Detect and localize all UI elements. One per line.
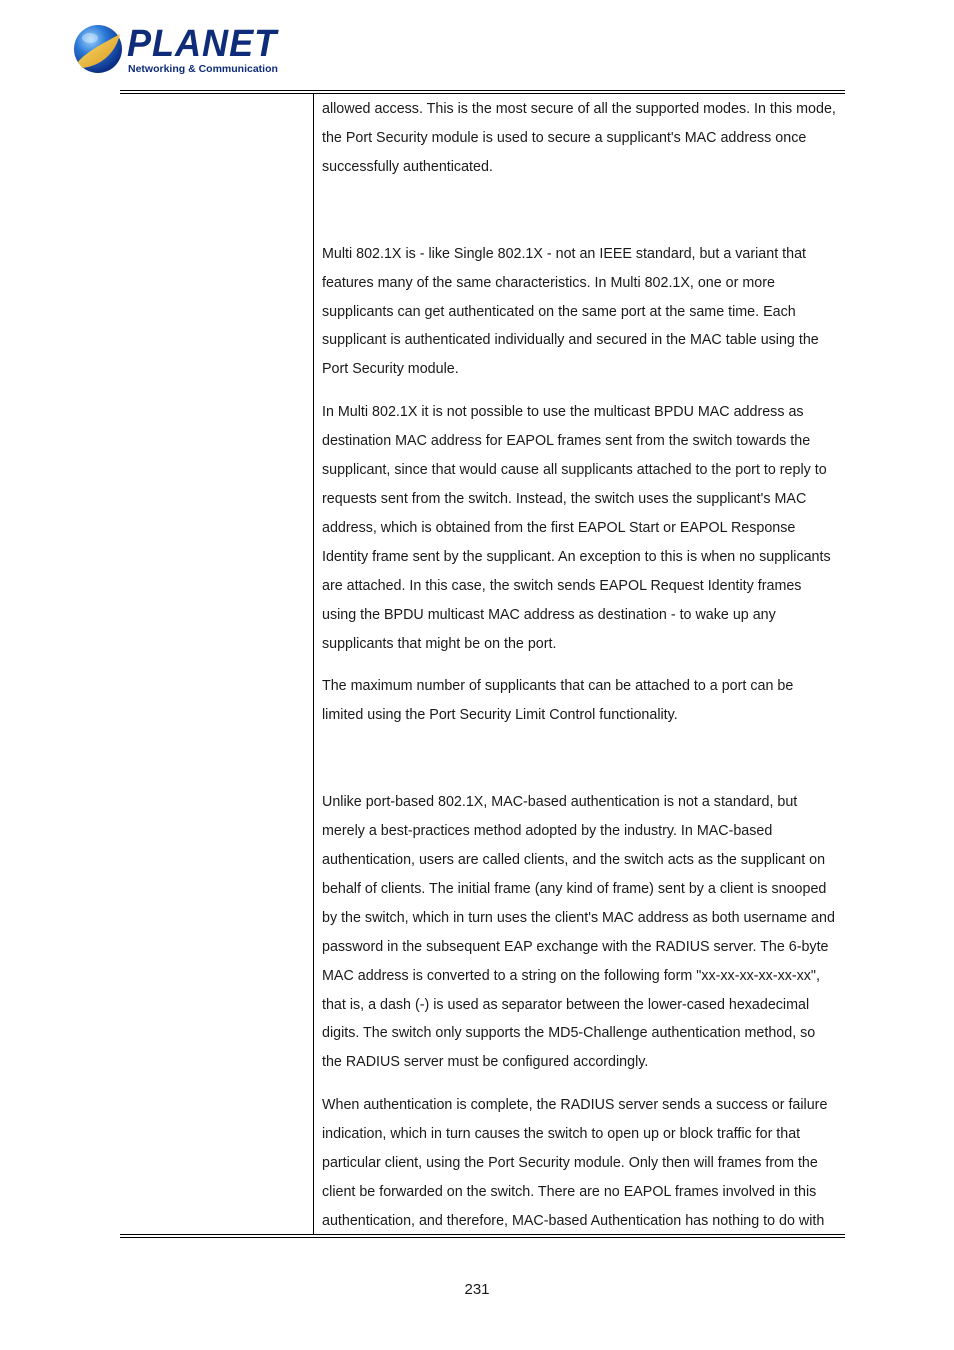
table-bottom-rule-outer [120,1237,845,1238]
table-bottom-rule [120,1234,845,1235]
page-number: 231 [464,1281,490,1298]
table-column-divider [313,94,314,1235]
table-top-rule [120,90,845,91]
paragraph-multi-802-1x: Multi 802.1X is - like Single 802.1X - not an IEEE standard, but a variant that features many of the same characteristics. In Multi 802.1X, one or more supplicants can get authenticated on the same port at the same time. Each supplicant is authenticated individually and secured in the MAC table using the Port Security module. [322,245,819,378]
logo-wordmark: PLANET [127,23,278,65]
paragraph-mac-based-auth: Unlike port-based 802.1X, MAC-based authentication is not a standard, but merely a best-practices method adopted by the industry. In MAC-based authentication, users are called clients, and the switch acts as the supplicant on behalf of clients. The initial frame (any kind of frame) sent by a client is snooped by the switch, which in turn uses the client's MAC address as both username and password in the subsequent EAP exchange with the RADIUS server. The 6-byte MAC address is converted to a string on the following form "xx-xx-xx-xx-xx-xx", that is, a dash (-) is used as separator between the lower-cased hexadecimal digits. The switch only supports the MD5-Challenge authentication method, so the RADIUS server must be configured accordingly. [322,794,835,1071]
paragraph-secure-mode: allowed access. This is the most secure of all the supported modes. In this mode, the Port Security module is used to secure a supplicant's MAC address once successfully authenticated. [322,101,836,175]
paragraph-bpdu-address: In Multi 802.1X it is not possible to use the multicast BPDU MAC address as destination MAC address for EAPOL frames sent from the switch towards the supplicant, since that would cause all supplicants attached to the port to reply to requests sent from the switch. Instead, the switch uses the supplicant's MAC address, which is obtained from the first EAPOL Start or EAPOL Response Identity frame sent by the supplicant. An exception to this is when no supplicants are attached. In this case, the switch sends EAPOL Request Identity frames using the BPDU multicast MAC address as destination - to wake up any supplicants that might be on the port. [322,404,831,652]
globe-icon [72,22,124,76]
description-cell [322,95,842,1236]
table-top-rule-inner [120,93,845,94]
paragraph-auth-complete: When authentication is complete, the RADIUS server sends a success or failure indication, which in turn causes the switch to open up or block traffic for that particular client, using the Port Security module. Only then will frames from the client be forwarded on the switch. There are no EAPOL frames involved in this authentication, and therefore, MAC-based Authentication has nothing to do with [322,1097,828,1229]
planet-logo [72,22,278,78]
paragraph-supplicant-limit: The maximum number of supplicants that can be attached to a port can be limited using the Port Security Limit Control functionality. [322,678,794,724]
logo-tagline: Networking & Communication [128,63,278,75]
